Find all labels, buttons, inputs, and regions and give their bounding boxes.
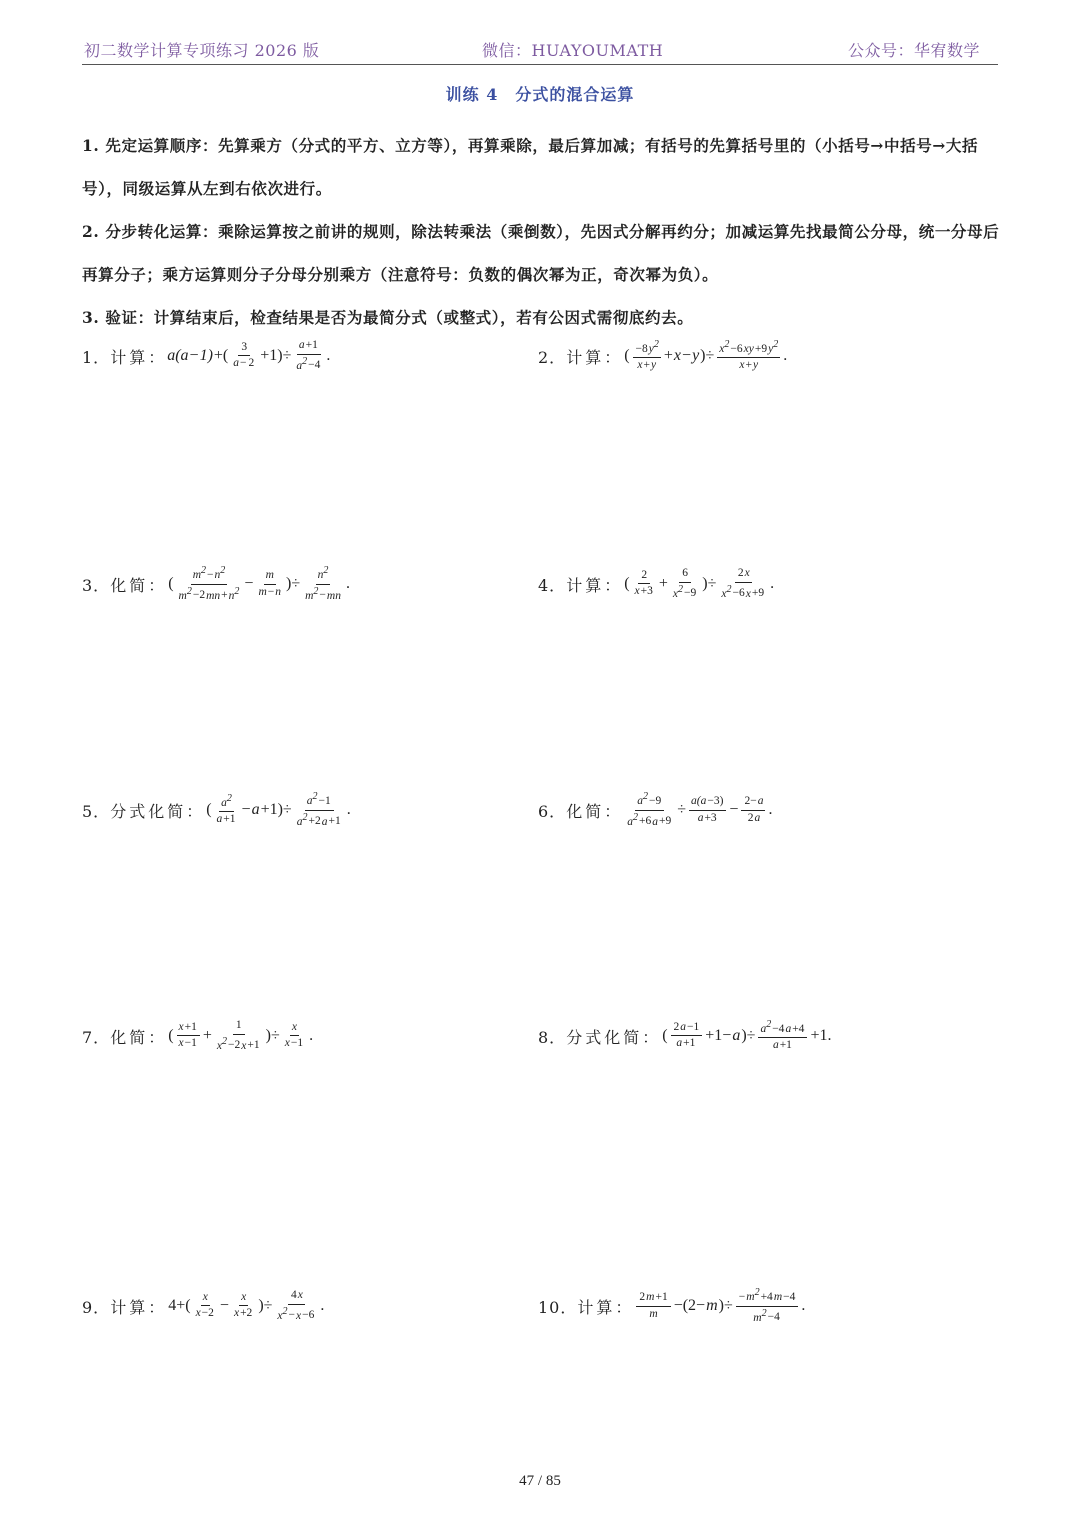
page-number: 47 / 85 — [519, 1473, 561, 1489]
rules-block — [82, 124, 1000, 339]
problem-1 — [82, 334, 331, 378]
problem-instruction: 计算： — [566, 347, 624, 367]
page-header — [82, 38, 998, 65]
problem-expression: a(a − 1) +( $\frac{3}{a- 2}$ +1)÷ $\frac{a+1}{a^2-4}$ . — [167, 339, 331, 372]
problem-number: 8． — [538, 1027, 567, 1047]
header-right-text: 公众号：华宥数学 — [847, 41, 980, 60]
problem-expression: ( $\frac{2}{x+3}$ + $\frac{6}{x^2-9}$ )÷ $\frac{2x}{x^2-6x+9}$ . — [624, 567, 775, 600]
header-left-text: 初二数学计算专项练习 2026 版 — [84, 41, 320, 60]
rule-1: 1. 先定运算顺序：先算乘方（分式的平方、立方等），再算乘除，最后算加减；有括号的先算括号里的（小括号→中括号→大括号），同级运算从左到右依次进行。 — [82, 136, 979, 198]
problem-expression: ( $\frac{-8y^2}{x+y}$ + x − y )÷ $\frac{x^2-6xy+9y^2}{x+y}$ . — [624, 339, 788, 372]
problem-instruction: 计算： — [566, 575, 624, 595]
problem-expression: ( $\frac{m^2-n^2}{m^2-2mn+n^2}$ − $\frac{m}{m-n}$ )÷ $\frac{n^2}{m^2-mn}$ . — [168, 565, 350, 602]
problem-number: 4． — [538, 575, 567, 595]
problem-10 — [538, 1284, 806, 1328]
problem-instruction: 化简： — [566, 801, 624, 821]
problem-expression: ( $\frac{2a-1}{a+1}$ +1− a )÷ $\frac{a^2-4a+4}{a+1}$ +1. — [662, 1019, 832, 1052]
problem-instruction: 分式化简： — [566, 1027, 662, 1047]
rule-3: 3. 验证：计算结束后，检查结果是否为最简分式（或整式），若有公因式需彻底约去。 — [82, 308, 694, 327]
problem-instruction: 计算： — [577, 1297, 635, 1317]
problem-4 — [538, 562, 775, 606]
problem-8 — [538, 1014, 832, 1058]
section-title: 训练 4 分式的混合运算 — [445, 85, 635, 104]
problem-instruction: 计算： — [110, 1297, 168, 1317]
problem-7 — [82, 1014, 314, 1058]
problem-number: 9． — [82, 1297, 111, 1317]
problem-instruction: 化简： — [110, 1027, 168, 1047]
problem-number: 6． — [538, 801, 567, 821]
problem-number: 2． — [538, 347, 567, 367]
problem-instruction: 化简： — [110, 575, 168, 595]
problem-expression: 4+( $\frac{x}{x-2}$ − $\frac{x}{x+2}$ )÷ $\frac{4x}{x^2-x-6}$ . — [168, 1289, 325, 1322]
problem-number: 3． — [82, 575, 111, 595]
problem-2 — [538, 334, 788, 378]
problem-number: 5． — [82, 801, 111, 821]
problem-instruction: 计算： — [110, 347, 168, 367]
rule-2: 2. 分步转化运算：乘除运算按之前讲的规则，除法转乘法（乘倒数），先因式分解再约分；加减运算先找最简公分母，统一分母后再算分子；乘方运算则分子分母分别乘方（注意符号：负数的偶次幂为正，奇次幂为负）。 — [82, 222, 1000, 284]
problem-expression: ( $\frac{a^2}{a+1}$ − a +1)÷ $\frac{a^2-1}{a^2+2a+1}$ . — [206, 791, 351, 828]
problem-expression: ( $\frac{x+1}{x-1}$ + $\frac{1}{x^2-2x+1}$ )÷ $\frac{x}{x-1}$ . — [168, 1019, 314, 1052]
header-center-text: 微信：HUAYOUMATH — [482, 41, 664, 60]
problem-expression: $\frac{2m+1}{m}$ −(2− m )÷ $\frac{-m^2+4m-4}{m^2-4}$ . — [634, 1287, 806, 1324]
problem-expression: $\frac{a^2-9}{a^2+6a+9}$ ÷ $\frac{a(a-3)}{a+3}$ − $\frac{2-a}{2a}$ . — [627, 791, 773, 828]
problem-number: 7． — [82, 1027, 111, 1047]
problem-3 — [82, 562, 351, 606]
problem-number: 10． — [538, 1297, 578, 1317]
problem-instruction: 分式化简： — [110, 801, 206, 821]
problem-5 — [82, 788, 352, 832]
problem-6 — [538, 788, 773, 832]
problem-9 — [82, 1284, 325, 1328]
problem-number: 1． — [82, 347, 111, 367]
